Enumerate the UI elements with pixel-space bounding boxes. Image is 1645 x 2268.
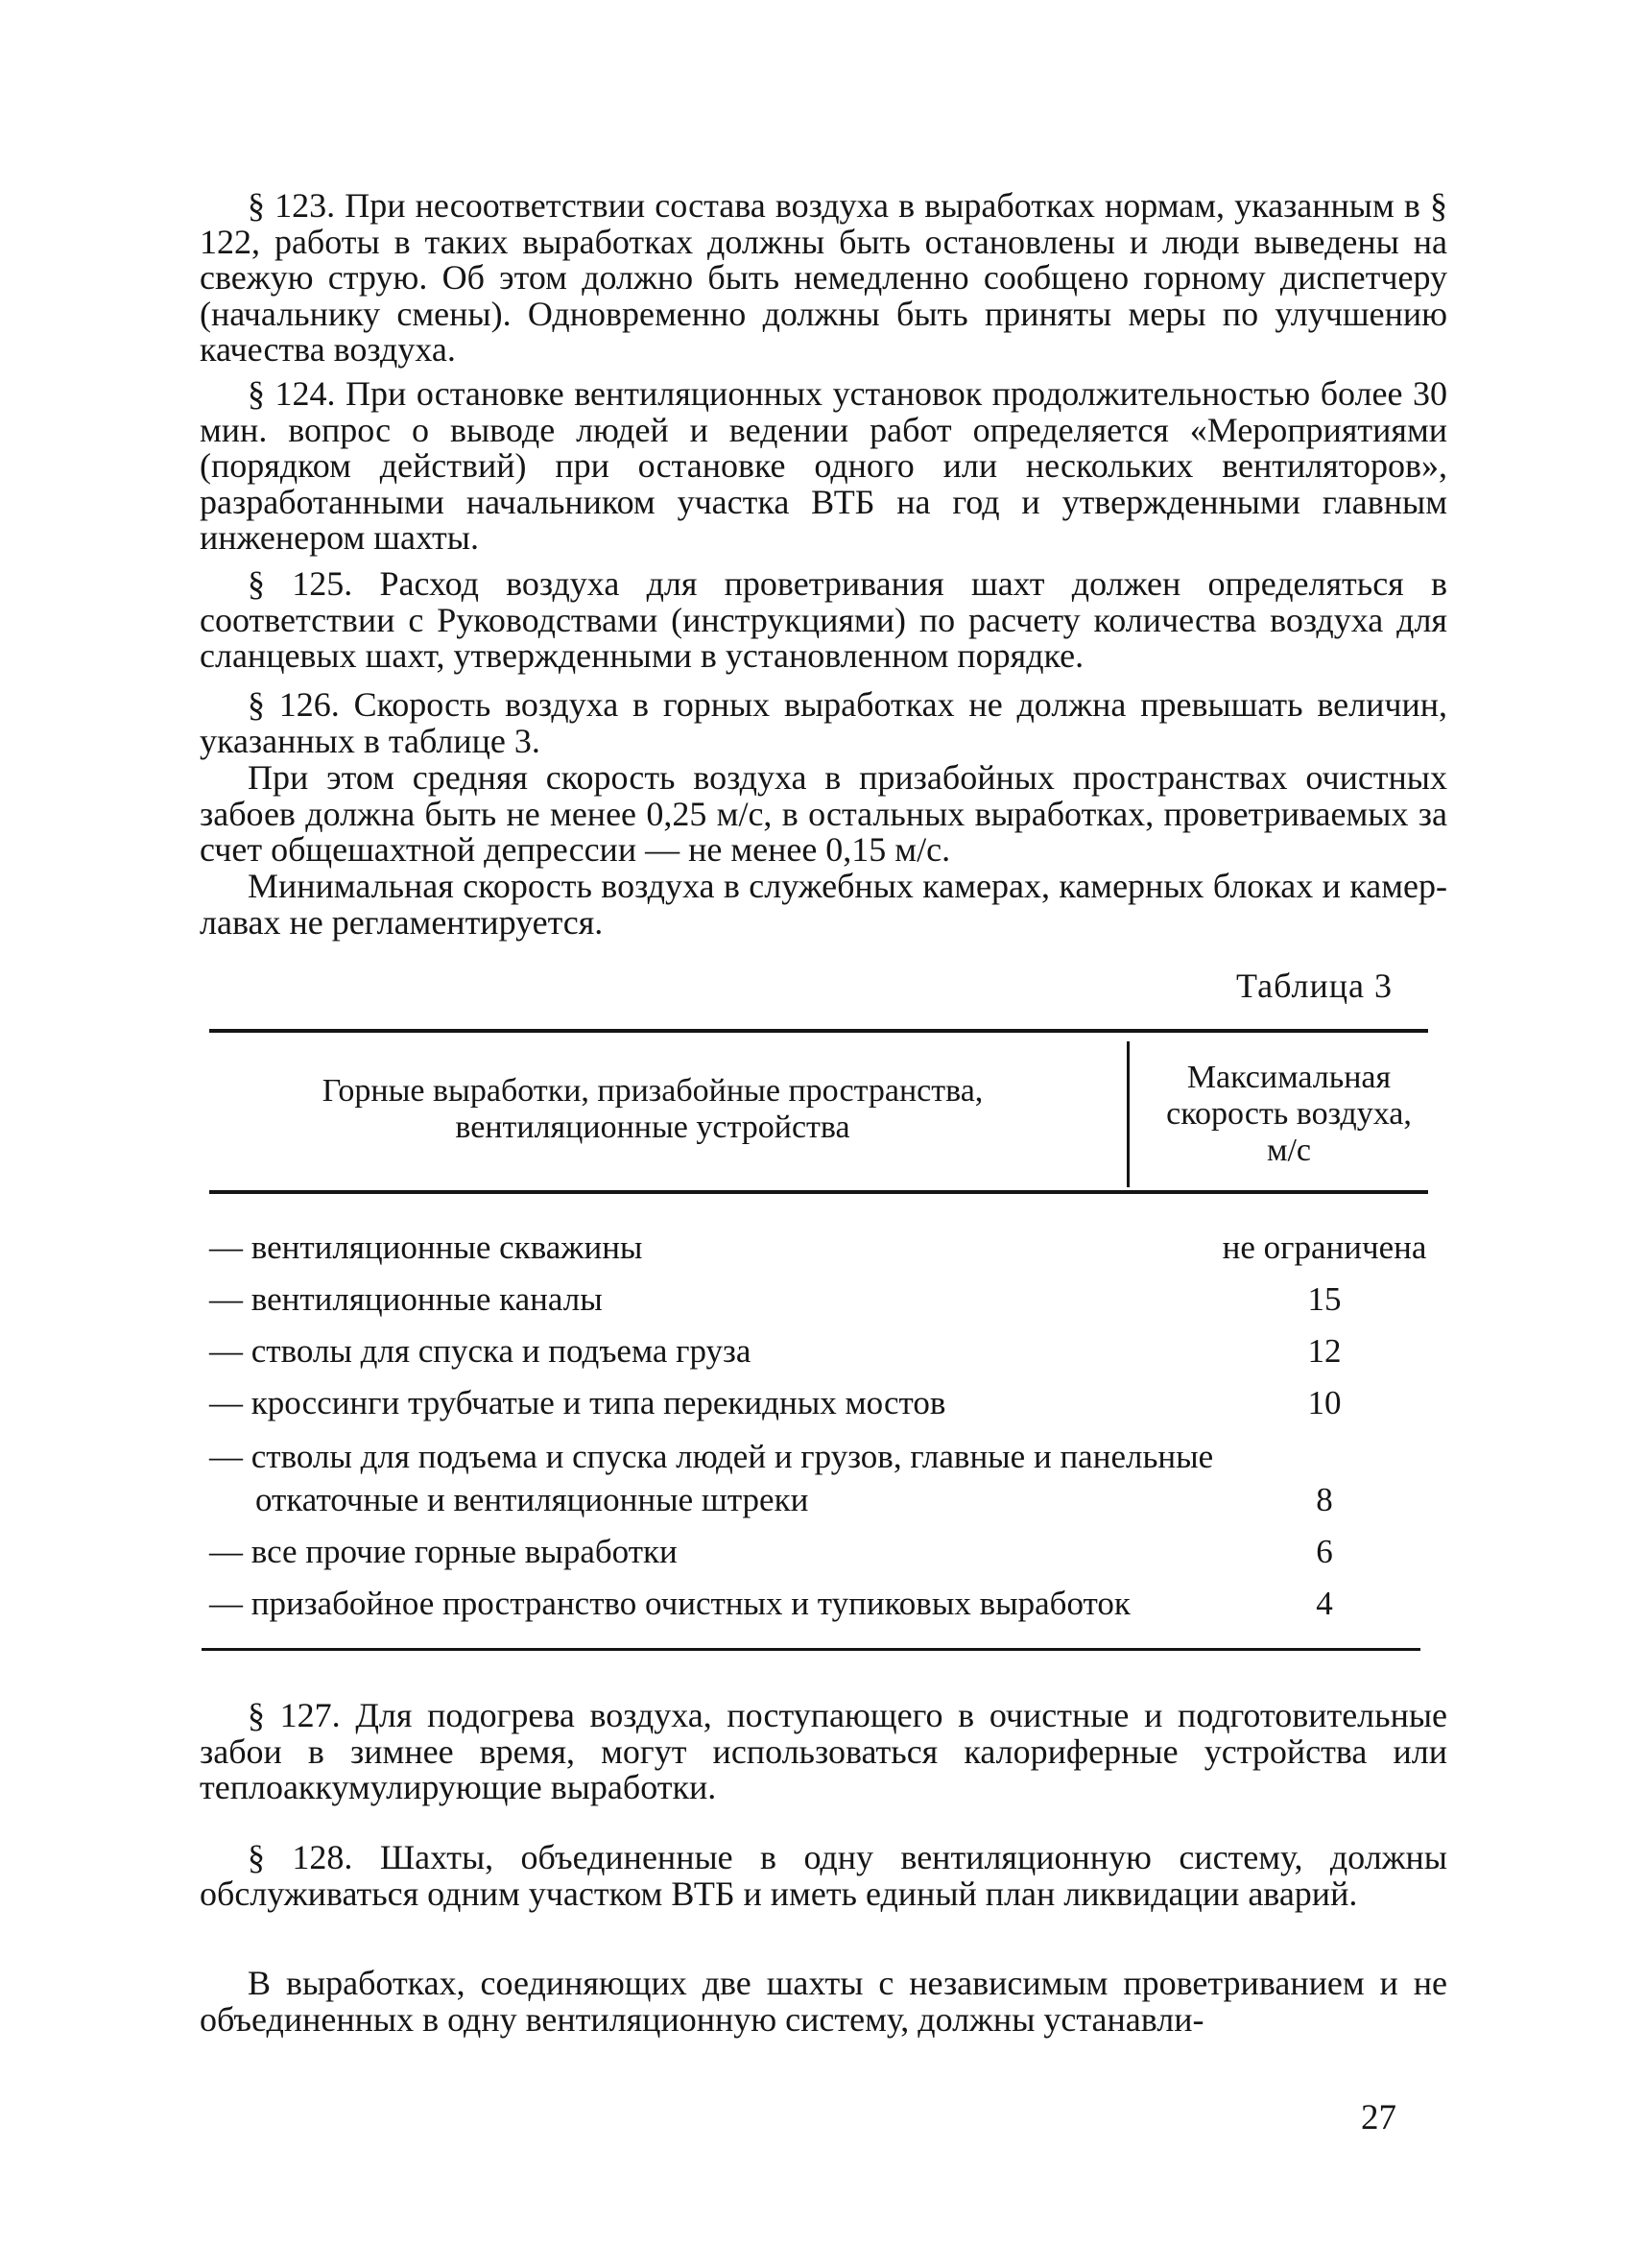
table-header-rule	[209, 1190, 1428, 1194]
paragraph-124: § 124. При остановке вентиляционных установок продолжительностью более 30 мин. вопрос о выводе людей и ведении работ определяется «Мероприятиями (порядком действий) при остановке одного или нескольких вентиляторов», разработанными начальником участка ВТБ на год и утвержденными главным инженером шахты.	[200, 374, 1447, 557]
paragraph-128-continued: В выработках, соединяющих две шахты с независимым проветриванием и не объединенных в одну вентиляционную систему, должны устанавли-	[200, 1964, 1447, 2039]
table-row-value: 10	[1307, 1384, 1342, 1421]
paragraph-126-speed: При этом средняя скорость воздуха в призабойных пространствах очистных забоев должна быть не менее 0,25 м/с, в остальных выработках, проветриваемых за счет общешахтной депрессии — не менее 0,15 м/с.	[200, 758, 1447, 869]
paragraph-126-minimum: Минимальная скорость воздуха в служебных камерах, камерных блоках и камер-лавах не регламентируется.	[200, 867, 1447, 942]
paragraph-126: § 126. Скорость воздуха в горных выработках не должна превышать величин, указанных в таблице 3.	[200, 685, 1447, 760]
table-row-label: — кроссинги трубчатые и типа перекидных мостов	[209, 1384, 946, 1421]
table-row-value: 12	[1307, 1332, 1342, 1370]
table-row-value: 15	[1307, 1280, 1342, 1318]
table-title: Таблица 3	[1236, 967, 1393, 1005]
table-row-label: — стволы для подъема и спуска людей и грузов, главные и панельные откаточные и вентиляционные штреки	[209, 1438, 1214, 1518]
table-top-rule	[209, 1029, 1428, 1033]
paragraph-127: § 127. Для подогрева воздуха, поступающего в очистные и подготовительные забои в зимнее время, могут использоваться калориферные устройства или теплоаккумулирующие выработки.	[200, 1696, 1447, 1806]
table-header-divider	[1127, 1041, 1130, 1187]
table-row-label: — стволы для спуска и подъема груза	[209, 1332, 751, 1370]
page-number: 27	[1361, 2098, 1396, 2137]
paragraph-123: § 123. При несоответствии состава воздуха в выработках нормам, указанным в § 122, работы в таких выработках должны быть остановлены и люди выведены на свежую струю. Об этом должно быть немедленно сообщено горному диспетчеру (начальнику смены). Одновременно должны быть приняты меры по улучшению качества воздуха.	[200, 186, 1447, 369]
table-row-value: 8	[1316, 1481, 1333, 1518]
table-row-value: 4	[1316, 1585, 1333, 1622]
table-header-workings: Горные выработки, призабойные пространства, вентиляционные устройства	[322, 1073, 984, 1145]
table-row-value: 6	[1316, 1533, 1333, 1570]
table-bottom-rule	[202, 1648, 1420, 1651]
table-header-max-speed: Максимальная скорость воздуха, м/с	[1166, 1060, 1412, 1168]
table-row-label: — призабойное пространство очистных и тупиковых выработок	[209, 1585, 1131, 1622]
paragraph-128: § 128. Шахты, объединенные в одну вентиляционную систему, должны обслуживаться одним участком ВТБ и иметь единый план ликвидации аварий.	[200, 1838, 1447, 1913]
table-row-label: — все прочие горные выработки	[209, 1533, 678, 1570]
table-row-value: не ограничена	[1222, 1229, 1427, 1266]
table-row-label: — вентиляционные скважины	[209, 1229, 643, 1266]
table-row-label: — вентиляционные каналы	[209, 1280, 603, 1318]
paragraph-125: § 125. Расход воздуха для проветривания шахт должен определяться в соответствии с Руководствами (инструкциями) по расчету количества воздуха для сланцевых шахт, утвержденными в установленном порядке.	[200, 564, 1447, 675]
